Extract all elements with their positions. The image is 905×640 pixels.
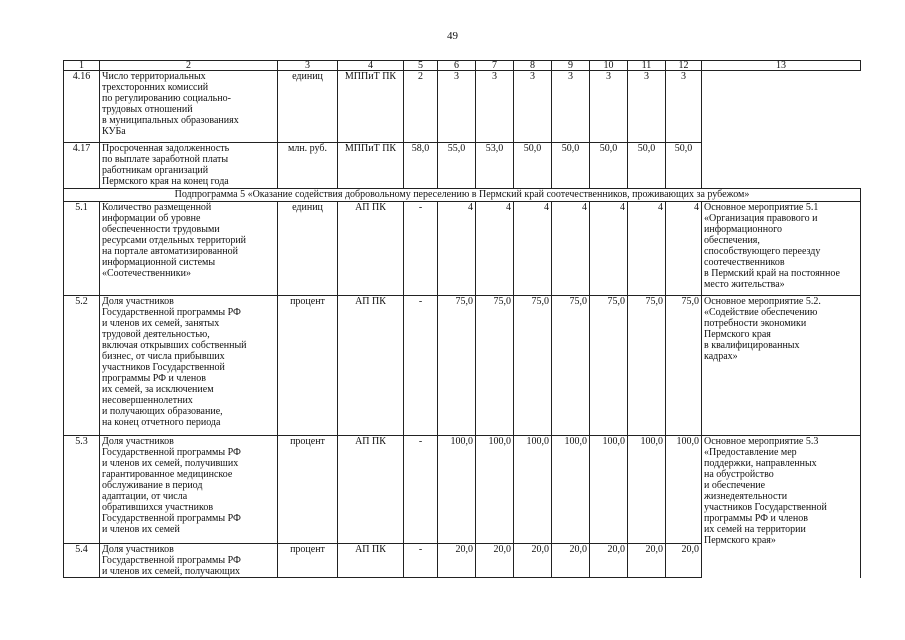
value: 20,0 xyxy=(514,544,552,578)
row-number: 4.16 xyxy=(64,71,100,143)
responsible: АП ПК xyxy=(338,436,404,544)
value: 50,0 xyxy=(590,143,628,189)
responsible: МППиТ ПК xyxy=(338,143,404,189)
table-row xyxy=(64,71,861,143)
indicator-name: Доля участников Государственной программы РФ и членов их семей, получивших гарантированное медицинское обслуживание в период адаптации, от числа обратившихся участников Государственной программы РФ и членов их семей xyxy=(100,436,278,544)
column-header: 6 xyxy=(438,61,476,71)
column-header: 3 xyxy=(278,61,338,71)
note xyxy=(702,71,861,189)
value: 4 xyxy=(476,202,514,296)
indicator-name: Доля участников Государственной программы РФ и членов их семей, занятых трудовой деятельностью, включая открывших собственный бизнес, от числа прибывших участников Государственной программы РФ и членов их семей, за исключением несовершеннолетних и получающих образование, на конец отчетного периода xyxy=(100,296,278,436)
responsible: АП ПК xyxy=(338,544,404,578)
value: 100,0 xyxy=(476,436,514,544)
note: Основное мероприятие 5.1 «Организация правового и информационного обеспечения, способствующего переезду соотечественников в Пермский край на постоянное место жительства» xyxy=(702,202,861,296)
value: 3 xyxy=(628,71,666,143)
row-number: 5.2 xyxy=(64,296,100,436)
row-number: 5.1 xyxy=(64,202,100,296)
value: 53,0 xyxy=(476,143,514,189)
value: 3 xyxy=(552,71,590,143)
column-header: 10 xyxy=(590,61,628,71)
value: 20,0 xyxy=(590,544,628,578)
column-header: 12 xyxy=(666,61,702,71)
value: 4 xyxy=(514,202,552,296)
header-row xyxy=(64,61,861,71)
value: 50,0 xyxy=(552,143,590,189)
value: 4 xyxy=(666,202,702,296)
value: 75,0 xyxy=(438,296,476,436)
indicator-name: Просроченная задолженность по выплате заработной платы работникам организаций Пермского края на конец года xyxy=(100,143,278,189)
column-header: 7 xyxy=(476,61,514,71)
value: 20,0 xyxy=(476,544,514,578)
value: 75,0 xyxy=(514,296,552,436)
value: 4 xyxy=(590,202,628,296)
subprogram-row xyxy=(64,189,861,202)
unit: единиц xyxy=(278,71,338,143)
table-row xyxy=(64,202,861,296)
value: 3 xyxy=(666,71,702,143)
value: 4 xyxy=(552,202,590,296)
value: 50,0 xyxy=(666,143,702,189)
column-header: 4 xyxy=(338,61,404,71)
row-number: 4.17 xyxy=(64,143,100,189)
responsible: АП ПК xyxy=(338,296,404,436)
value: 2 xyxy=(404,71,438,143)
value: 3 xyxy=(514,71,552,143)
value: 100,0 xyxy=(552,436,590,544)
page-number: 49 xyxy=(447,30,458,42)
column-header: 8 xyxy=(514,61,552,71)
value: 3 xyxy=(476,71,514,143)
value: 58,0 xyxy=(404,143,438,189)
value: 50,0 xyxy=(628,143,666,189)
subprogram-title: Подпрограмма 5 «Оказание содействия добровольному переселению в Пермский край соотечественников, проживающих за рубежом» xyxy=(64,189,861,202)
column-header: 13 xyxy=(702,61,861,71)
value: 4 xyxy=(628,202,666,296)
indicators-table xyxy=(63,60,861,578)
column-header: 1 xyxy=(64,61,100,71)
value: 75,0 xyxy=(666,296,702,436)
table-row xyxy=(64,296,861,436)
indicator-name: Количество размещенной информации об уровне обеспеченности трудовыми ресурсами отдельных территорий на портале автоматизированной информационной системы «Соотечественники» xyxy=(100,202,278,296)
value: - xyxy=(404,296,438,436)
value: 20,0 xyxy=(666,544,702,578)
note: Основное мероприятие 5.2. «Содействие обеспечению потребности экономики Пермского края в квалифицированных кадрах» xyxy=(702,296,861,436)
value: 75,0 xyxy=(628,296,666,436)
row-number: 5.3 xyxy=(64,436,100,544)
value: 20,0 xyxy=(438,544,476,578)
unit: млн. руб. xyxy=(278,143,338,189)
value: 4 xyxy=(438,202,476,296)
unit: процент xyxy=(278,296,338,436)
column-header: 2 xyxy=(100,61,278,71)
value: 100,0 xyxy=(666,436,702,544)
responsible: АП ПК xyxy=(338,202,404,296)
value: 20,0 xyxy=(628,544,666,578)
value: 50,0 xyxy=(514,143,552,189)
unit: процент xyxy=(278,544,338,578)
indicator-name: Доля участников Государственной программы РФ и членов их семей, получающих xyxy=(100,544,278,578)
value: 55,0 xyxy=(438,143,476,189)
value: 75,0 xyxy=(476,296,514,436)
indicator-name: Число территориальных трехсторонних комиссий по регулированию социально- трудовых отношений в муниципальных образованиях КУБа xyxy=(100,71,278,143)
value: 3 xyxy=(438,71,476,143)
value: 100,0 xyxy=(590,436,628,544)
responsible: МППиТ ПК xyxy=(338,71,404,143)
unit: процент xyxy=(278,436,338,544)
row-number: 5.4 xyxy=(64,544,100,578)
column-header: 11 xyxy=(628,61,666,71)
value: 100,0 xyxy=(514,436,552,544)
value: - xyxy=(404,202,438,296)
value: 100,0 xyxy=(628,436,666,544)
value: 20,0 xyxy=(552,544,590,578)
unit: единиц xyxy=(278,202,338,296)
value: 100,0 xyxy=(438,436,476,544)
value: 75,0 xyxy=(552,296,590,436)
value: 3 xyxy=(590,71,628,143)
value: 75,0 xyxy=(590,296,628,436)
table-row xyxy=(64,436,861,544)
value: - xyxy=(404,436,438,544)
column-header: 9 xyxy=(552,61,590,71)
column-header: 5 xyxy=(404,61,438,71)
value: - xyxy=(404,544,438,578)
note: Основное мероприятие 5.3 «Предоставление мер поддержки, направленных на обустройство и обеспечение жизнедеятельности участников Государственной программы РФ и членов их семей на территории Пермского края» xyxy=(702,436,861,578)
